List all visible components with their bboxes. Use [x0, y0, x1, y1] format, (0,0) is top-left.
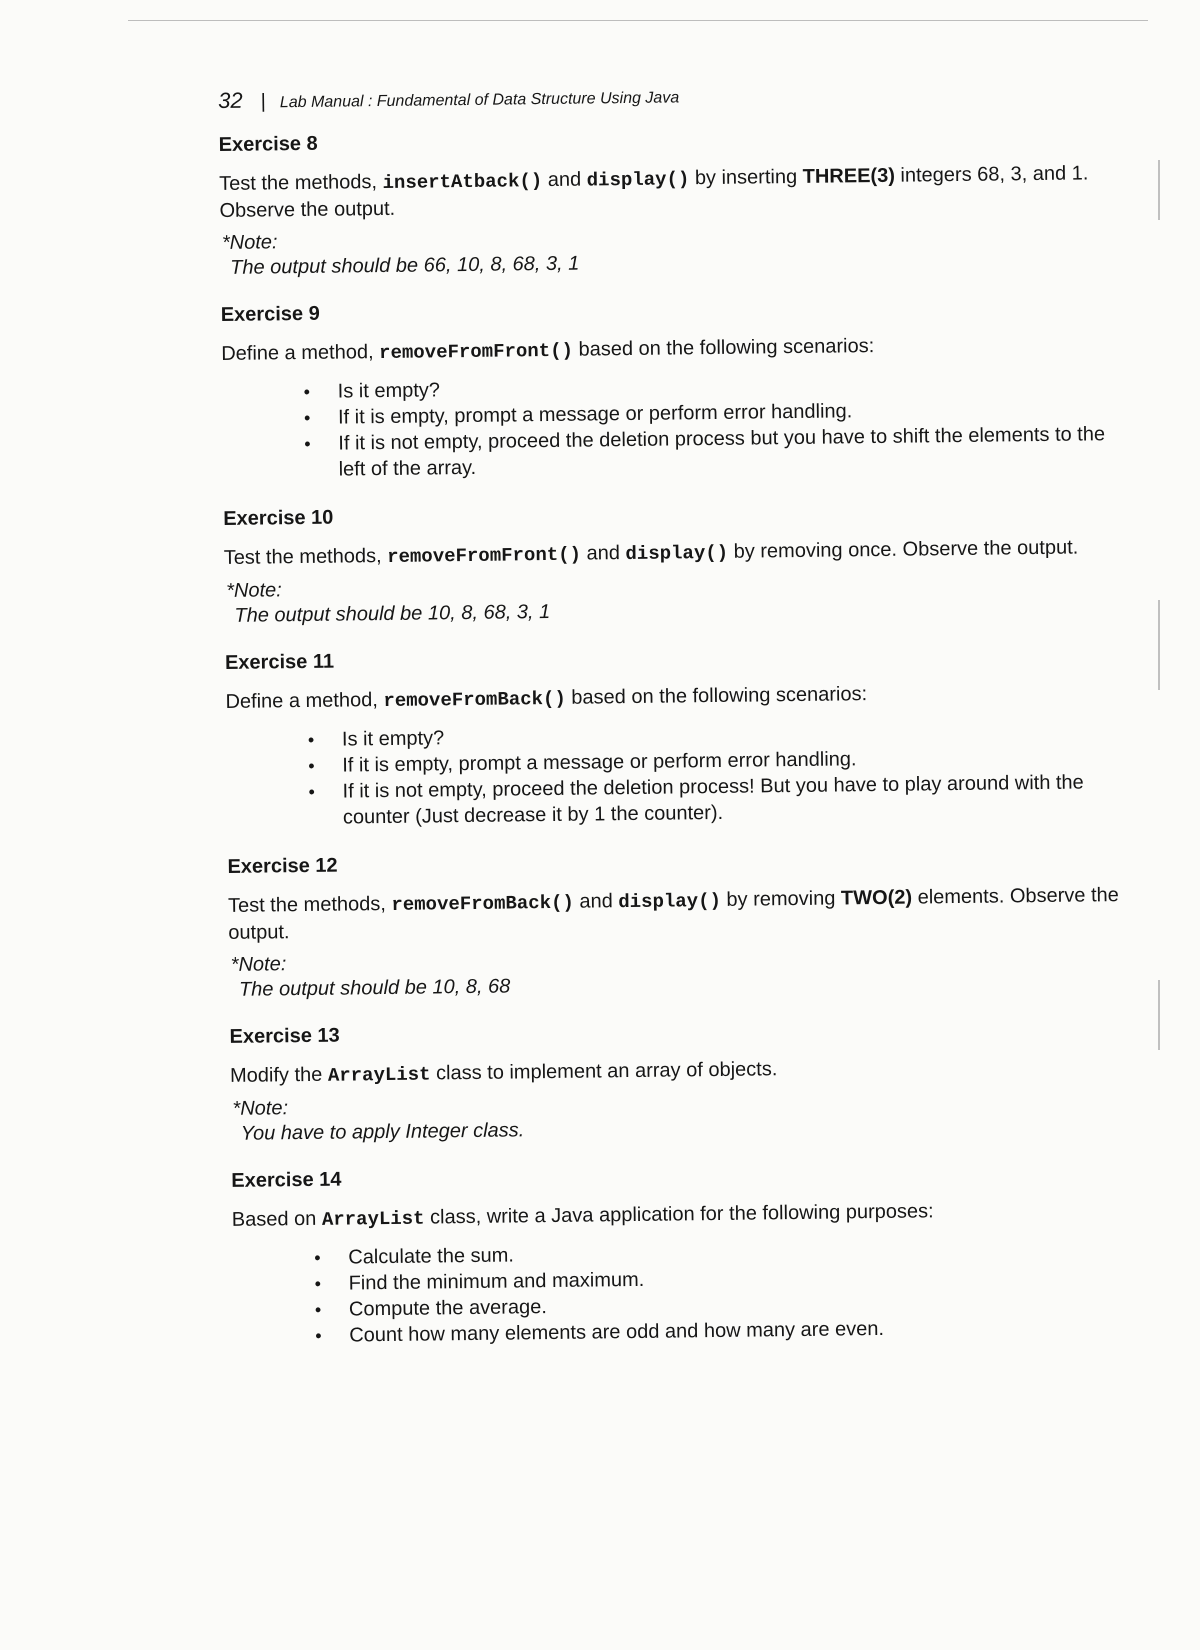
text-run: Based on: [231, 1207, 323, 1231]
exercise-instruction: [221, 330, 1121, 368]
exercise-title: Exercise 13: [229, 1024, 340, 1048]
code-method: removeFromFront(): [378, 339, 574, 365]
text-run: and: [542, 168, 587, 192]
exercise-title: Exercise 10: [223, 506, 334, 530]
list-item: • Compute the average.: [315, 1287, 1133, 1323]
page-header: [218, 77, 1118, 114]
code-method: removeFromFront(): [387, 543, 582, 568]
exercise-title: Exercise 12: [227, 854, 338, 878]
text-run: and: [580, 542, 626, 565]
text-run: based on the following scenarios:: [565, 683, 868, 709]
note-text: You have to apply Integer class.: [240, 1119, 525, 1145]
emphasis: TWO(2): [840, 886, 913, 910]
exercise-title: Exercise 14: [231, 1168, 342, 1192]
note-text: The output should be 10, 8, 68, 3, 1: [234, 600, 551, 627]
top-scan-rule: [128, 20, 1148, 21]
note-label: *Note:: [226, 579, 282, 602]
code-method: display(): [586, 168, 690, 192]
exercise-instruction: [225, 678, 1125, 716]
scan-artifact: [1158, 160, 1160, 220]
note-label: *Note:: [221, 231, 278, 254]
text-run: by removing once. Observe the output.: [727, 536, 1079, 563]
exercise-instruction: [228, 882, 1129, 946]
exercise-12: [227, 845, 1129, 1002]
list-item: • Calculate the sum.: [314, 1235, 1132, 1271]
text-run: Test the methods,: [223, 544, 388, 569]
scenario-list: [222, 369, 1123, 484]
exercise-11: [225, 641, 1127, 832]
code-class: ArrayList: [321, 1207, 425, 1231]
list-item: • If it is empty, prompt a message or perform error handling.: [308, 743, 1126, 779]
scan-artifact: [1158, 980, 1160, 1050]
exercise-9: [221, 293, 1123, 484]
list-item: • Is it empty?: [308, 717, 1126, 753]
note-label: *Note:: [232, 1097, 289, 1120]
text-run: Test the methods,: [227, 892, 392, 917]
code-method: removeFromBack(): [383, 687, 566, 713]
text-run: based on the following scenarios:: [572, 335, 875, 361]
exercise-instruction: [224, 534, 1124, 572]
exercise-instruction: [230, 1052, 1130, 1090]
purpose-list: [232, 1235, 1133, 1350]
list-item: • If it is empty, prompt a message or perform error handling.: [304, 395, 1122, 431]
text-run: class to implement an array of objects.: [430, 1058, 778, 1085]
exercise-instruction: [232, 1196, 1132, 1234]
list-item: • If it is not empty, proceed the deletion process! But you have to play around with the counter (Just decrease it by 1 the counter).: [308, 769, 1127, 831]
code-class: ArrayList: [327, 1063, 431, 1087]
scenario-list: [226, 717, 1127, 832]
running-title: Lab Manual : Fundamental of Data Structure Using Java: [279, 89, 680, 112]
list-item: • Is it empty?: [304, 369, 1122, 405]
text-run: by inserting: [689, 165, 803, 190]
text-run: by removing: [720, 887, 842, 911]
code-method: insertAtback(): [382, 170, 543, 194]
note-label: *Note:: [230, 953, 287, 976]
note-text: The output should be 66, 10, 8, 68, 3, 1: [230, 252, 580, 279]
text-run: Test the methods,: [219, 170, 383, 195]
exercise-instruction: [219, 160, 1120, 224]
list-item: • If it is not empty, proceed the deletion process but you have to shift the elements to the left of the array.: [304, 421, 1123, 483]
code-method: display(): [618, 889, 722, 914]
page-number: 32: [218, 87, 243, 113]
code-method: display(): [625, 541, 729, 566]
exercise-title: Exercise 8: [218, 132, 318, 156]
header-separator: |: [260, 90, 266, 113]
exercise-title: Exercise 9: [220, 302, 320, 326]
list-item: • Find the minimum and maximum.: [314, 1261, 1132, 1297]
document-page: [218, 77, 1134, 1374]
exercise-10: [223, 497, 1124, 628]
text-run: Define a method,: [225, 689, 384, 713]
scan-artifact: [1158, 600, 1160, 690]
text-run: elements. Observe the output.: [228, 884, 1119, 944]
text-run: Modify the: [229, 1063, 329, 1087]
text-run: Define a method,: [221, 341, 380, 365]
emphasis: THREE(3): [802, 164, 896, 188]
text-run: and: [573, 890, 619, 913]
exercise-14: [231, 1159, 1133, 1350]
text-run: integers 68, 3, and 1. Observe the output.: [219, 162, 1089, 222]
text-run: class, write a Java application for the following purposes:: [424, 1200, 934, 1229]
list-item: • Count how many elements are odd and how many are even.: [315, 1313, 1133, 1349]
exercise-13: [229, 1015, 1130, 1146]
exercise-8: [219, 123, 1121, 280]
code-method: removeFromBack(): [391, 891, 574, 916]
exercise-title: Exercise 11: [224, 650, 335, 674]
note-text: The output should be 10, 8, 68: [238, 975, 511, 1001]
